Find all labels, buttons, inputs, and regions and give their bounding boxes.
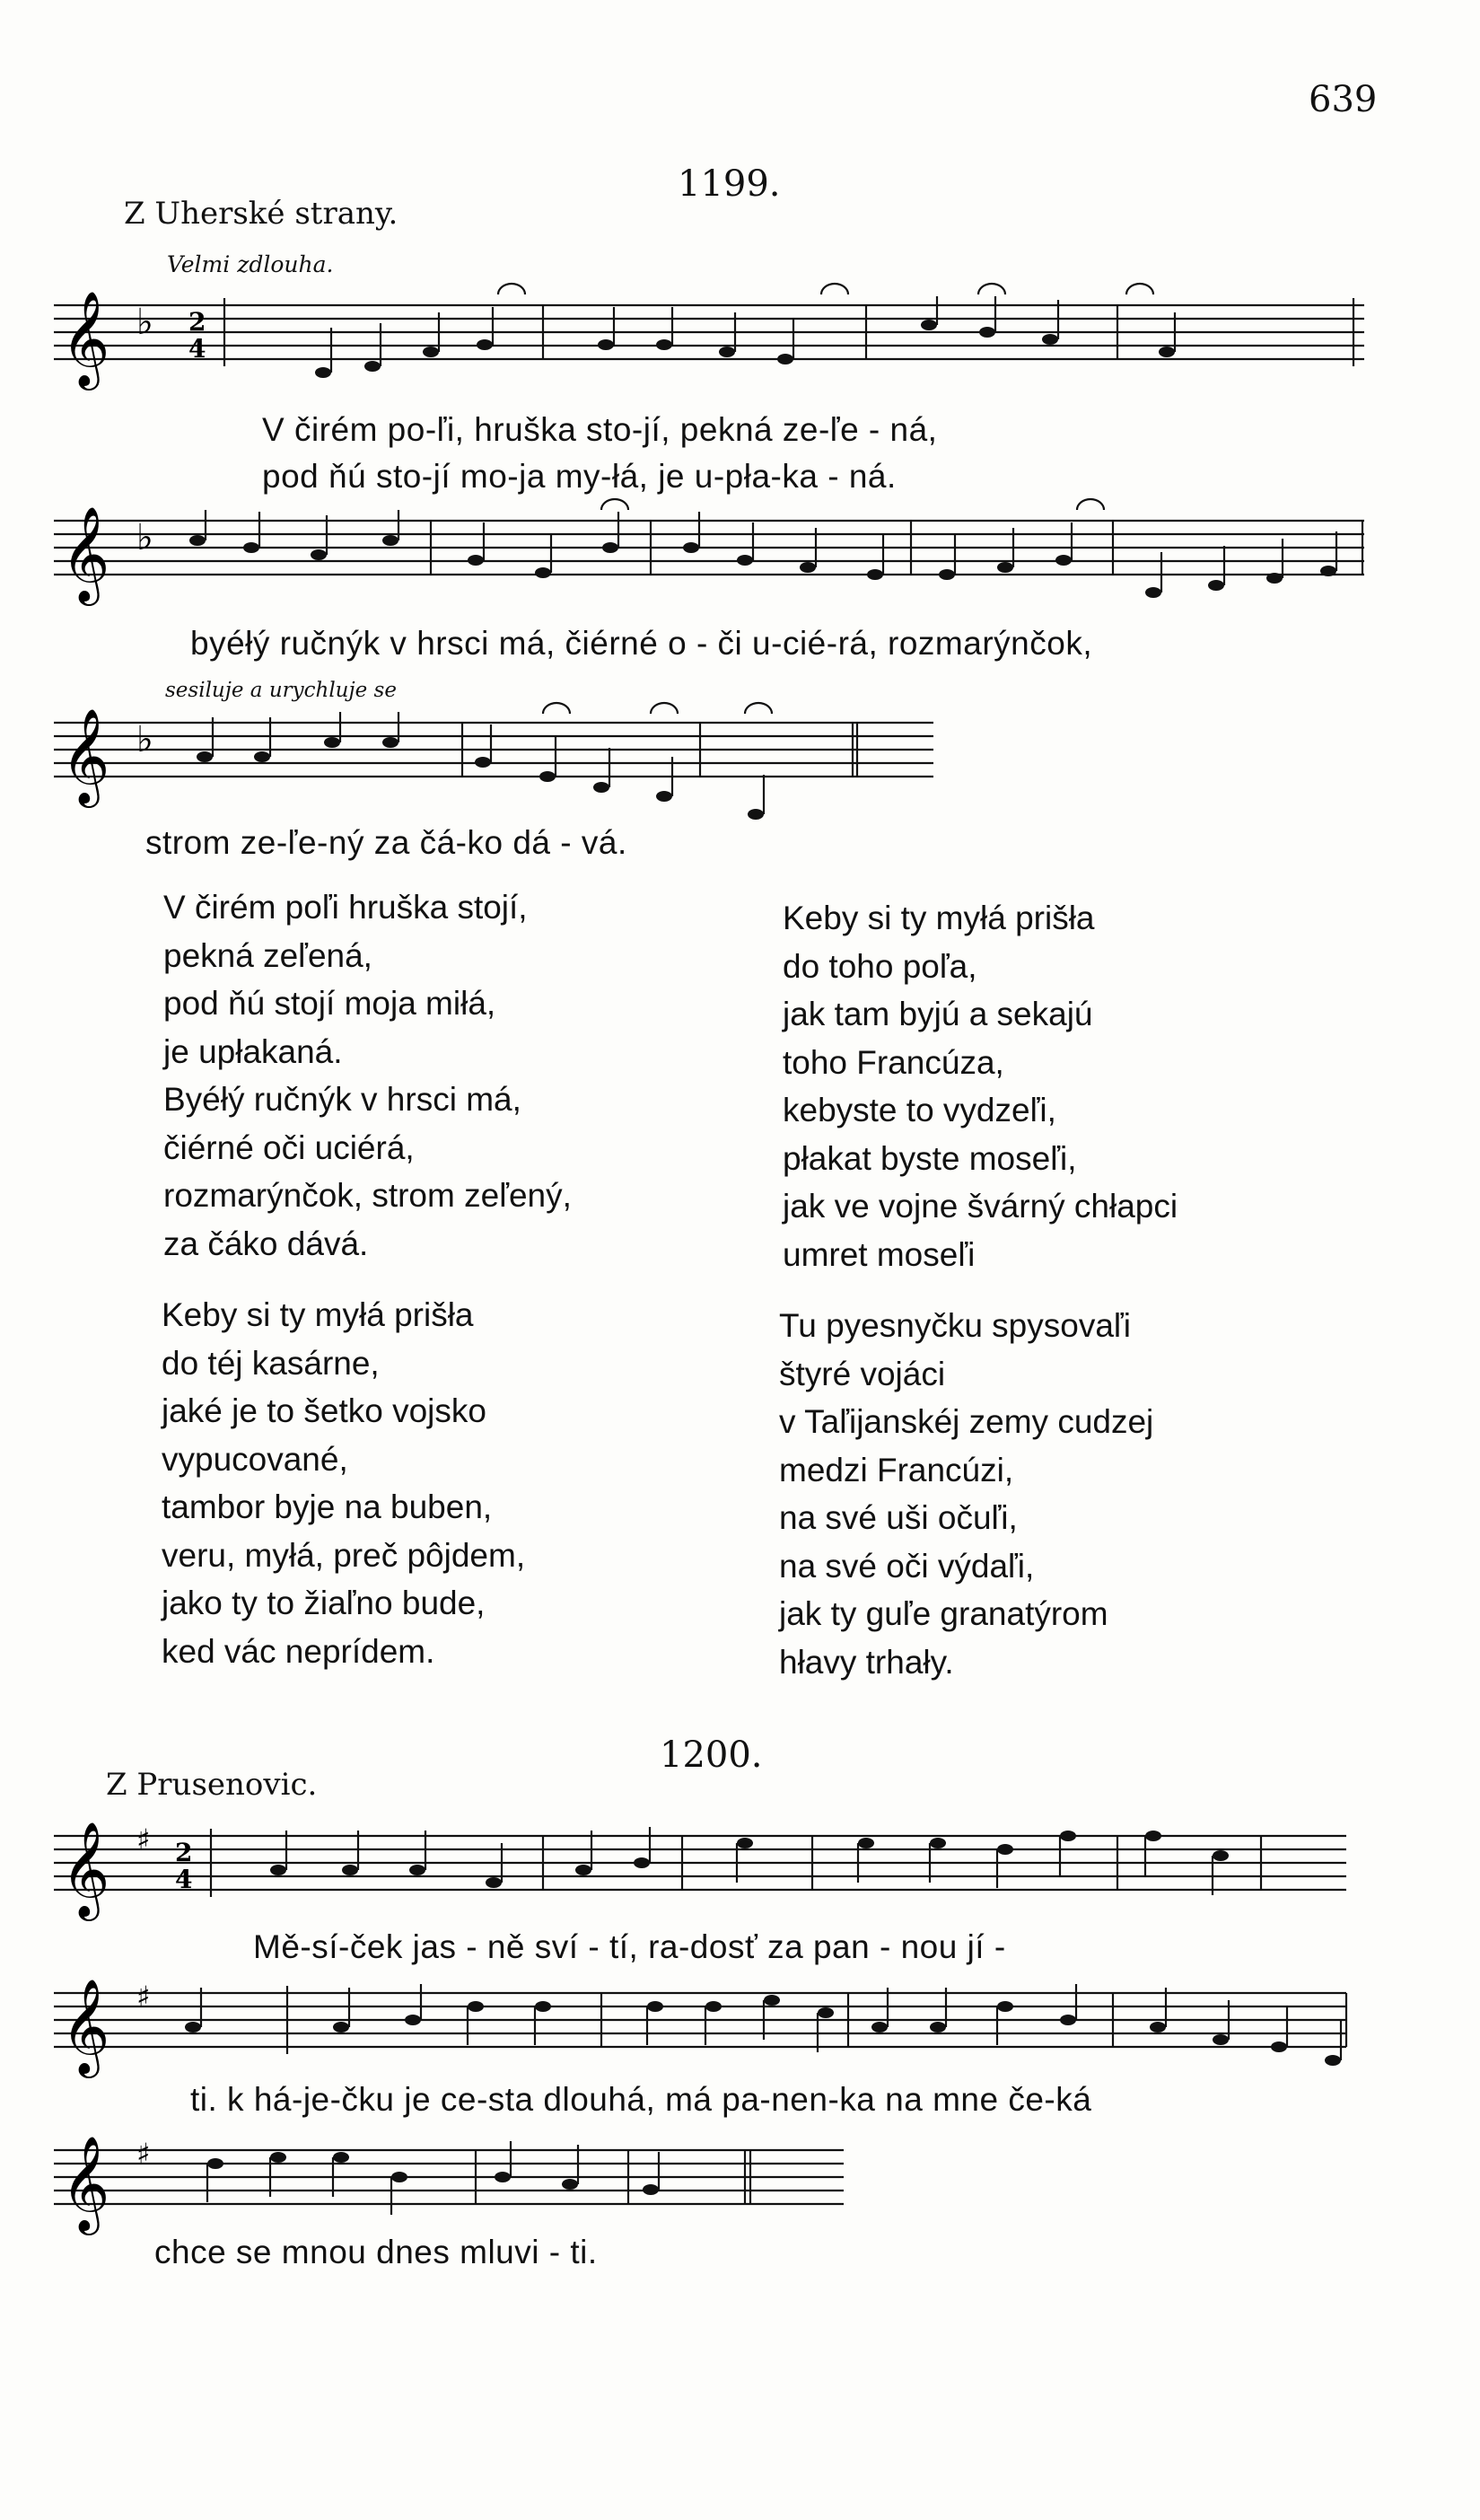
note [764, 1995, 780, 2006]
note [270, 2152, 286, 2163]
note [1042, 334, 1058, 345]
note [405, 2015, 421, 2025]
song-origin: Z Prusenovic. [106, 1767, 318, 1803]
note [562, 2179, 578, 2190]
note [979, 327, 995, 338]
note [342, 1865, 358, 1875]
lyrics-line: Mě-sí-ček jas - ně sví - tí, ra-dosť za pan - nou jí - [253, 1928, 1006, 1965]
verse-line: na své oči výdaľi, [779, 1547, 1035, 1585]
time-signature: 4 [175, 1865, 193, 1894]
note [539, 771, 556, 782]
verse-line: v Taľijanskéj zemy cudzej [779, 1403, 1154, 1440]
verse-line: čiérné oči uciérá, [163, 1128, 415, 1166]
time-signature: 4 [188, 334, 206, 364]
verse-line: Keby si ty myłá prišła [162, 1296, 474, 1333]
note [468, 2001, 484, 2012]
notes [270, 1827, 1229, 1895]
verse-line: ked vác neprídem. [162, 1632, 435, 1670]
verse-line: pekná zeľená, [163, 936, 372, 974]
note [1271, 2041, 1287, 2052]
note [997, 1844, 1013, 1855]
note [867, 569, 883, 580]
lyrics-line: chce se mnou dnes mluvi - ti. [154, 2234, 598, 2270]
staff-lines [54, 1993, 1346, 2047]
note [477, 339, 493, 350]
verse-line: tambor byje na buben, [162, 1488, 493, 1525]
note [382, 737, 398, 748]
note [930, 2022, 946, 2033]
note [634, 1857, 650, 1868]
music-staff [54, 503, 1373, 610]
note [737, 1838, 753, 1848]
note [1266, 573, 1283, 584]
verse-line: je upłakaná. [163, 1032, 343, 1070]
note [185, 2022, 201, 2033]
song-number: 1199. [678, 163, 781, 205]
verse-stanza [783, 894, 1178, 1278]
note [997, 2001, 1013, 2012]
treble-clef-icon: 𝄞 [61, 2135, 110, 2231]
flat-key-signature-icon: ♭ [136, 517, 153, 558]
note [189, 535, 206, 546]
staff-lines [54, 1836, 1346, 1890]
treble-clef-icon: 𝄞 [61, 505, 110, 601]
note [1060, 2015, 1076, 2025]
lyrics-line: strom ze-ľe-ný za čá-ko dá - vá. [145, 824, 627, 861]
note [364, 361, 381, 372]
verse-line: Tu pyesnyčku spysovaľi [779, 1307, 1131, 1344]
note [315, 367, 331, 378]
sharp-key-signature-icon: ♯ [136, 1980, 151, 2014]
sharp-key-signature-icon: ♯ [136, 1822, 151, 1857]
verse-stanza [162, 1291, 525, 1675]
lyrics-line: V čirém po-ľi, hruška sto-jí, pekná ze-ľe - ná, [262, 411, 938, 448]
note [598, 339, 614, 350]
verse-line: jak tam byjú a sekajú [783, 996, 1093, 1032]
note [333, 2152, 349, 2163]
expression-marking: sesiluje a urychluje se [165, 679, 397, 702]
note [602, 542, 618, 553]
notes [185, 1984, 1341, 2066]
note [423, 347, 439, 357]
verse-line: jak ve vojne švárný chłapci [783, 1188, 1178, 1225]
treble-clef-icon: 𝄞 [61, 1978, 110, 2074]
note [1145, 587, 1161, 598]
note [475, 757, 491, 768]
verse-line: pod ňú stojí moja miłá, [163, 985, 496, 1022]
notes [197, 712, 764, 820]
verse-line: V čirém poľi hruška stojí, [163, 889, 528, 926]
note [1208, 580, 1224, 591]
note [719, 347, 735, 357]
fermata-icon [498, 284, 1153, 294]
tempo-marking: Velmi zdlouha. [167, 251, 334, 277]
note [575, 1865, 591, 1875]
music-staff [54, 705, 951, 812]
note [705, 2001, 722, 2012]
note [311, 549, 327, 560]
note [737, 555, 753, 566]
lyrics-line: pod ňú sto-jí mo-ja my-łá, je u-pła-ka - ná. [262, 458, 897, 495]
note [254, 751, 270, 762]
note [333, 2022, 349, 2033]
notes [189, 510, 1336, 598]
note [197, 751, 213, 762]
note [1159, 347, 1175, 357]
note [1060, 1831, 1076, 1841]
verse-line: za čáko dává. [163, 1225, 369, 1262]
note [656, 339, 672, 350]
note [683, 542, 699, 553]
verse-line: Byéłý ručnýk v hrsci má, [163, 1081, 521, 1118]
verse-line: toho Francúza, [783, 1043, 1004, 1081]
note [997, 562, 1013, 573]
verse-line: rozmarýnčok, strom zeľený, [163, 1177, 572, 1214]
note [921, 320, 937, 330]
verse-line: na své uši očuľi, [779, 1499, 1018, 1536]
verse-line: jak ty guľe granatýrom [779, 1595, 1108, 1632]
music-staff [54, 2132, 862, 2240]
time-signature: 2 [188, 307, 206, 337]
treble-clef-icon: 𝄞 [61, 707, 110, 803]
staff-lines [54, 2150, 844, 2204]
note [647, 2001, 663, 2012]
verse-line: veru, myłá, preč pôjdem, [162, 1536, 526, 1574]
notes [315, 296, 1175, 378]
note [486, 1877, 502, 1888]
note [800, 562, 816, 573]
fermata-icon [543, 703, 772, 714]
fermata-icon [601, 499, 1104, 510]
note [382, 535, 398, 546]
lyrics-line: byéłý ručnýk v hrsci má, čiérné o - či u-cié-rá, rozmarýnčok, [190, 625, 1093, 662]
verse-line: hłavy trhały. [779, 1643, 954, 1681]
verse-line: medzi Francúzi, [779, 1451, 1014, 1488]
song-origin: Z Uherské strany. [124, 196, 398, 232]
verse-line: vypucované, [162, 1440, 348, 1478]
note [468, 555, 484, 566]
note [1055, 555, 1072, 566]
note [1145, 1831, 1161, 1841]
treble-clef-icon: 𝄞 [61, 1821, 110, 1917]
verse-line: umret moseľi [783, 1235, 976, 1273]
time-signature: 2 [175, 1838, 193, 1867]
note [495, 2172, 511, 2182]
verse-line: płakat byste moseľi, [783, 1139, 1077, 1177]
treble-clef-icon: 𝄞 [61, 290, 110, 386]
verse-line: do toho poľa, [783, 947, 977, 985]
note [777, 354, 793, 364]
note [1213, 2034, 1229, 2045]
verse-line: do téj kasárne, [162, 1344, 380, 1382]
note [1325, 2055, 1341, 2066]
staff-lines [54, 723, 933, 777]
flat-key-signature-icon: ♭ [136, 302, 153, 343]
note [939, 569, 955, 580]
note [324, 737, 340, 748]
note [207, 2158, 223, 2169]
music-staff [54, 1818, 1373, 1926]
note [535, 2001, 551, 2012]
verse-stanza [779, 1302, 1153, 1686]
note [818, 2007, 834, 2018]
sharp-key-signature-icon: ♯ [136, 2137, 151, 2171]
verse-line: kebyste to vydzeľi, [783, 1092, 1056, 1128]
note [535, 567, 551, 578]
note [409, 1865, 425, 1875]
note [656, 791, 672, 802]
verse-line: Keby si ty myłá prišła [783, 900, 1095, 936]
page-number: 639 [1309, 79, 1378, 120]
note [391, 2172, 407, 2182]
song-number: 1200. [660, 1734, 763, 1776]
note [243, 542, 259, 553]
music-staff [54, 287, 1373, 395]
verse-line: štyré vojáci [779, 1355, 946, 1392]
note [930, 1838, 946, 1848]
note [871, 2022, 888, 2033]
lyrics-line: ti. k há-je-čku je ce-sta dlouhá, má pa-nen-ka na mne če-ká [190, 2081, 1092, 2118]
verse-stanza [163, 883, 572, 1268]
note [748, 809, 764, 820]
note [1213, 1850, 1229, 1861]
music-staff [54, 1975, 1373, 2083]
note [643, 2184, 659, 2195]
note [1320, 566, 1336, 576]
flat-key-signature-icon: ♭ [136, 719, 153, 760]
note [1150, 2022, 1166, 2033]
verse-line: jako ty to žiaľno bude, [162, 1585, 486, 1621]
note [858, 1838, 874, 1848]
note [270, 1865, 286, 1875]
note [593, 782, 609, 793]
verse-line: jaké je to šetko vojsko [162, 1392, 486, 1429]
